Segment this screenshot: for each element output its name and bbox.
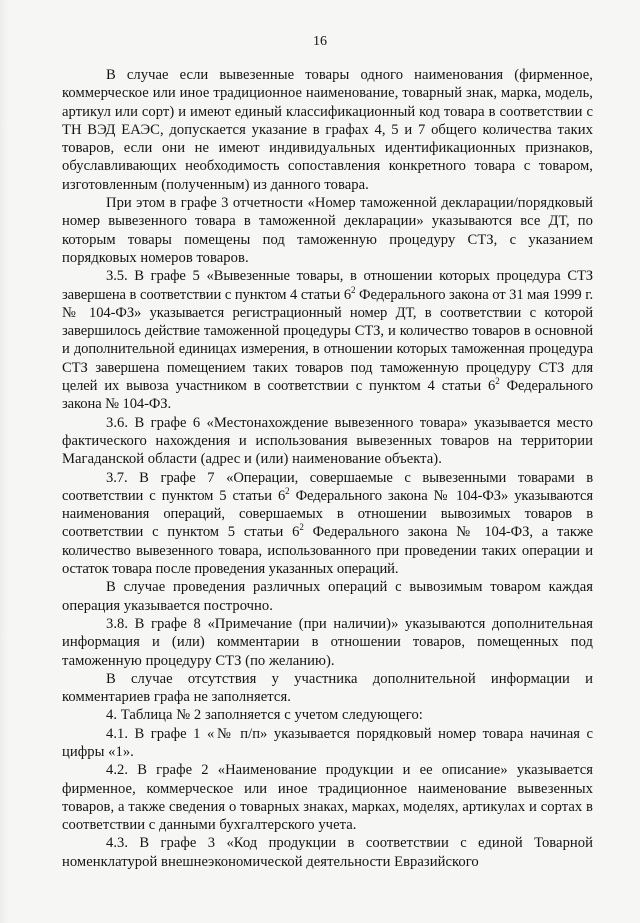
paragraph-3-7: 3.7. В графе 7 «Операции, совершаемые с вывезенными товарами в соответствии с пунктом 5 статьи $6^2$ Федерального закона № 104-ФЗ» указываются наименования операций, совершаемых в отношении вывозимых товаров в соответствии с пунктом 5 статьи $6^2$ Федерального закона № 104-ФЗ, а также количество вывезенного товара, использованного при проведении таких операции и остаток товара после проведения указанных операций. [62,469,593,578]
paragraph-4-1: 4.1. В графе 1 «№ п/п» указывается порядковый номер товара начиная с цифры «1». [62,725,593,760]
superscript: 2 [285,485,290,496]
superscript: 2 [495,376,500,387]
paragraph-3-5: 3.5. В графе 5 «Вывезенные товары, в отношении которых процедура СТЗ завершена в соответствии с пунктом 4 статьи $6^2$ Федерального закона от 31 мая 1999 г. № 104-ФЗ» указывается регистрационный номер ДТ, в соответствии с которой завершилось действие таможенной процедуры СТЗ, и количество товаров в основной и дополнительной единицах измерения, в отношении которых таможенная процедура СТЗ завершена помещением таких товаров под таможенную процедуру СТЗ для целей их вывоза участником в соответствии с пунктом 4 статьи $6^2$ Федерального закона № 104-ФЗ. [62,268,594,413]
document-body [62,66,593,871]
paragraph-3-8: 3.8. В графе 8 «Примечание (при наличии)» указываются дополнительная информация и (или) комментарии в отношении товаров, помещенных под таможенную процедуру СТЗ (по желанию). [62,615,593,669]
paragraph-column-3-note: При этом в графе 3 отчетности «Номер таможенной декларации/порядковый номер вывезенного товара в таможенной декларации» указываются все ДТ, по которым товары помещены под таможенную процедуру СТЗ, с указанием порядковых номеров товаров. [62,195,593,266]
paragraph-4-3: 4.3. В графе 3 «Код продукции в соответствии с единой Товарной номенклатурой внешнеэкономической деятельности Евразийского [62,835,593,870]
paragraph-operations-note: В случае проведения различных операций с вывозимым товаром каждая операция указывается построчно. [62,579,593,614]
superscript: 2 [351,284,356,295]
superscript: 2 [299,522,304,533]
paragraph-identical-goods: В случае если вывезенные товары одного наименования (фирменное, коммерческое или иное традиционное наименование, товарный знак, марка, модель, артикул или сорт) и имеют единый классификационный код товара в соответствии с ТН ВЭД ЕАЭС, допускается указание в графах 4, 5 и 7 общего количества таких товаров, если они не имеют индивидуальных идентификационных признаков, обуславливающих необходимость сопоставления конкретного товара с товаром, изготовленным (полученным) из данного товара. [62,67,593,193]
page-number: 16 [313,34,327,49]
paragraph-3-6: 3.6. В графе 6 «Местонахождение вывезенного товара» указывается место фактического нахождения и использования вывезенных товаров на территории Магаданской области (адрес и (или) наименование объекта). [62,414,593,468]
paragraph-4-2: 4.2. В графе 2 «Наименование продукции и ее описание» указывается фирменное, коммерческое или иное традиционное наименование вывезенных товаров, а также сведения о товарных знаках, марках, моделях, артикулах и сортах в соответствии с данными бухгалтерского учета. [62,762,593,834]
paragraph-4: 4. Таблица № 2 заполняется с учетом следующего: [106,707,423,724]
page-edge-shadow [0,0,8,923]
paragraph-no-info-note: В случае отсутствия у участника дополнительной информации и комментариев графа не заполняется. [62,670,593,706]
